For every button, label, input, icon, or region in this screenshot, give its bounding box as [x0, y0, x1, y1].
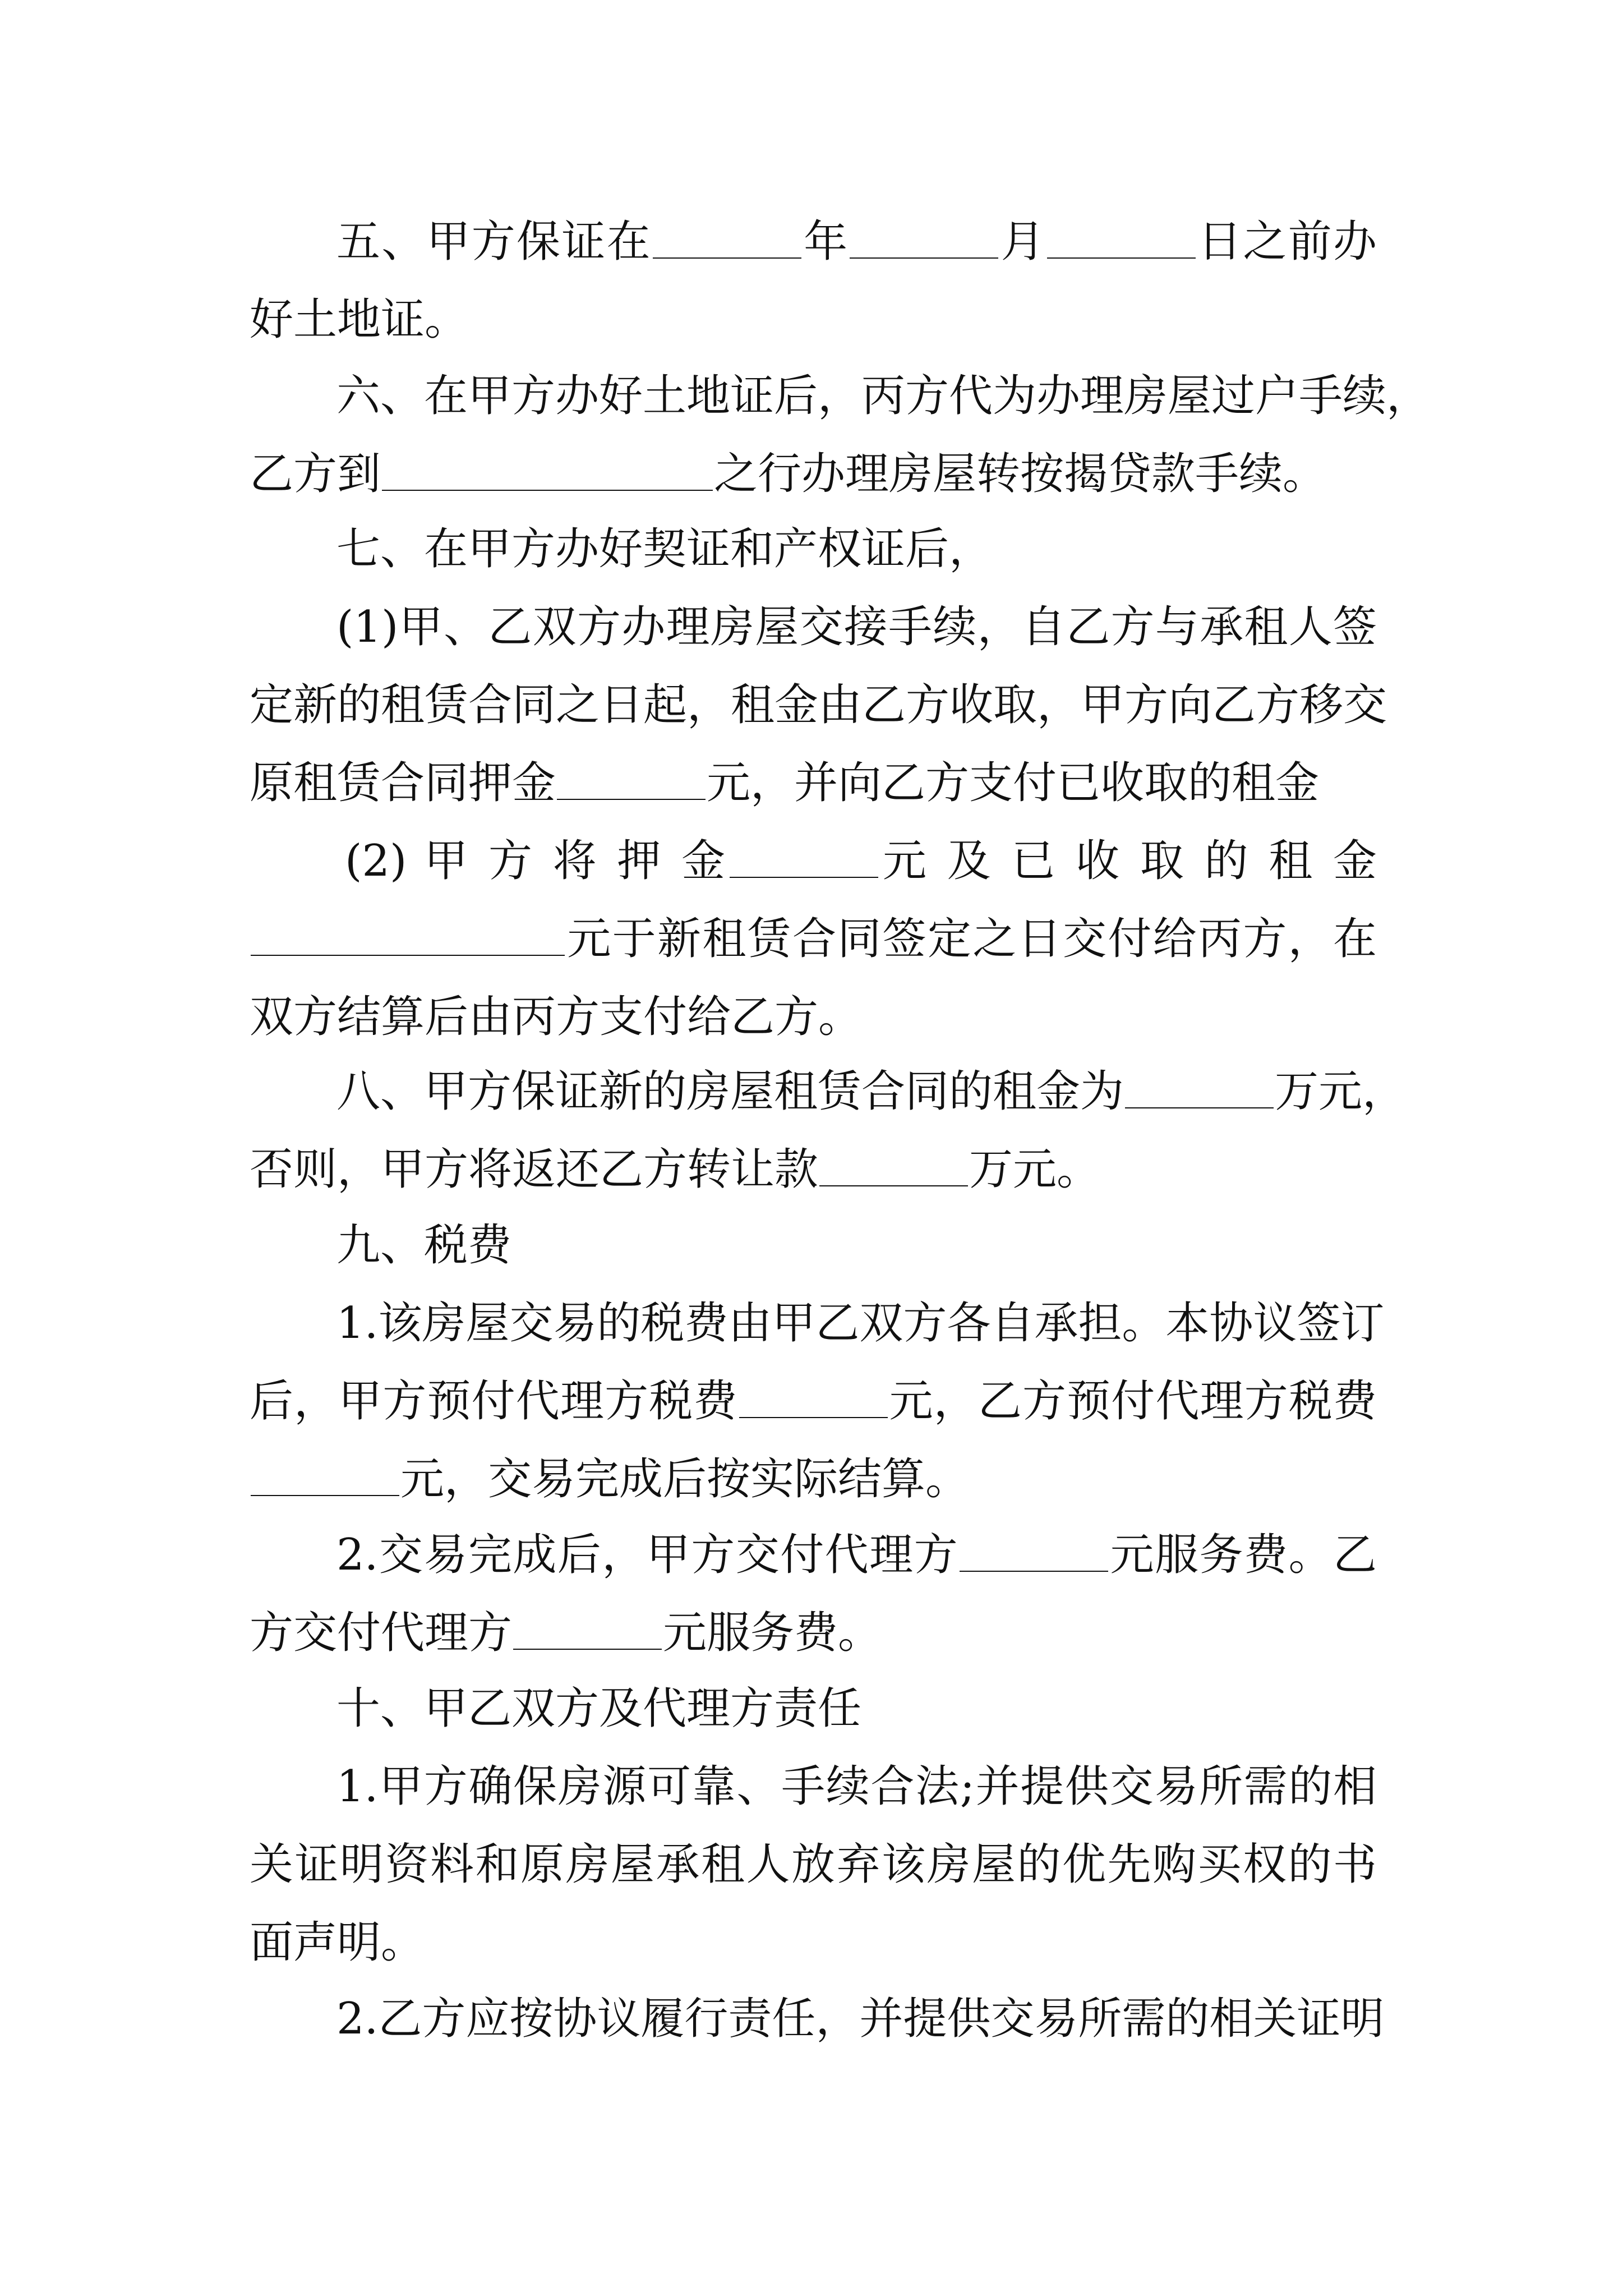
clause-ten-1-line-2: 关证明资料和原房屋承租人放弃该房屋的优先购买权的书	[250, 1839, 1377, 1890]
clause-seven-2-line-3: 双方结算后由丙方支付给乙方。	[250, 992, 863, 1042]
clause-ten-title: 十、甲乙双方及代理方责任	[336, 1683, 862, 1734]
text-segment: 万元，	[1275, 1066, 1407, 1117]
text-segment: 2.交易完成后，甲方交付代理方	[336, 1530, 959, 1580]
clause-nine-1-line-3	[250, 1441, 1377, 1519]
clause-seven-item-2	[250, 822, 1377, 1056]
text-segment: 后，甲方预付代理方税费	[250, 1376, 738, 1427]
clause-nine-item-1	[250, 1285, 1385, 1519]
text-segment: 年	[802, 217, 849, 267]
text-segment: 元 及 已 收 取 的 租 金	[879, 836, 1377, 886]
blank-rent-collected[interactable]	[251, 955, 565, 956]
text-segment: 五、甲方保证在	[336, 217, 652, 267]
text-segment: 元服务费。乙	[1109, 1530, 1377, 1580]
clause-nine	[250, 1207, 1377, 1285]
clause-ten-1-line-1: 1.甲方确保房源可靠、手续合法;并提供交易所需的相	[336, 1761, 1377, 1812]
text-segment: (2) 甲 方 将 押 金	[345, 836, 729, 886]
blank-tax-party-a[interactable]	[739, 1417, 888, 1418]
text-segment: 元服务费。	[663, 1608, 882, 1658]
clause-nine-item-2	[250, 1516, 1377, 1672]
clause-ten-item-2	[250, 1980, 1385, 2058]
clause-seven-2-line-1	[250, 822, 1377, 900]
blank-month[interactable]	[850, 257, 998, 259]
blank-tax-party-b[interactable]	[251, 1495, 399, 1496]
clause-eight-line-2	[250, 1131, 1377, 1209]
clause-eight-line-1	[250, 1053, 1407, 1131]
clause-six-line-2	[250, 435, 1377, 513]
blank-deposit[interactable]	[557, 799, 706, 800]
clause-seven-line-1: 七、在甲方办好契证和产权证后，	[336, 524, 993, 574]
clause-five-line-1	[250, 203, 1377, 281]
clause-ten	[250, 1670, 1377, 1748]
text-segment: 元，并向乙方支付已收取的租金	[707, 758, 1320, 808]
clause-ten-2-line-1: 2.乙方应按协议履行责任，并提供交易所需的相关证明	[336, 1994, 1385, 2044]
blank-new-rent[interactable]	[1125, 1107, 1274, 1108]
clause-seven	[250, 510, 1377, 588]
blank-fee-party-a[interactable]	[960, 1571, 1108, 1572]
clause-seven-1-line-1: (1)甲、乙双方办理房屋交接手续，自乙方与承租人签	[336, 602, 1377, 652]
blank-refund[interactable]	[819, 1185, 968, 1186]
text-segment: 之行办理房屋转按揭贷款手续。	[714, 449, 1327, 499]
clause-seven-1-line-2: 定新的租赁合同之日起，租金由乙方收取，甲方向乙方移交	[250, 680, 1387, 730]
text-segment: 月	[999, 217, 1046, 267]
text-segment: 元，交易完成后按实际结算。	[400, 1454, 970, 1504]
text-segment: 乙方到	[250, 449, 381, 499]
clause-eight	[250, 1053, 1407, 1209]
text-segment: 元，乙方预付代理方税费	[888, 1376, 1377, 1427]
blank-day[interactable]	[1047, 257, 1196, 259]
clause-seven-2-line-2	[250, 900, 1377, 978]
clause-six	[250, 357, 1431, 513]
clause-ten-1-line-3: 面声明。	[250, 1917, 425, 1968]
text-segment: 元于新租赁合同签定之日交付给丙方，在	[566, 914, 1377, 964]
text-segment: 原租赁合同押金	[250, 758, 556, 808]
clause-nine-1-line-1: 1.该房屋交易的税费由甲乙双方各自承担。本协议签订	[336, 1298, 1385, 1349]
text-segment: 方交付代理方	[250, 1608, 513, 1658]
blank-fee-party-b[interactable]	[513, 1649, 662, 1650]
blank-year[interactable]	[653, 257, 801, 259]
clause-ten-item-1	[250, 1748, 1377, 1982]
text-segment: 日之前办	[1196, 217, 1377, 267]
clause-nine-2-line-1	[250, 1516, 1377, 1594]
text-segment: 八、甲方保证新的房屋租赁合同的租金为	[336, 1066, 1124, 1117]
clause-five-line-2: 好土地证。	[250, 295, 469, 345]
clause-nine-1-line-2	[250, 1363, 1377, 1441]
clause-seven-1-line-3	[250, 744, 1377, 822]
clause-nine-title: 九、税费	[336, 1220, 512, 1271]
clause-five	[250, 203, 1377, 359]
clause-six-line-1: 六、在甲方办好土地证后，丙方代为办理房屋过户手续，	[336, 371, 1431, 421]
text-segment: 否则，甲方将返还乙方转让款	[250, 1144, 819, 1195]
blank-bank[interactable]	[382, 490, 713, 491]
text-segment: 万元。	[969, 1144, 1101, 1195]
clause-nine-2-line-2	[250, 1594, 1377, 1672]
clause-seven-item-1	[250, 588, 1387, 822]
blank-deposit-amount[interactable]	[730, 877, 878, 878]
